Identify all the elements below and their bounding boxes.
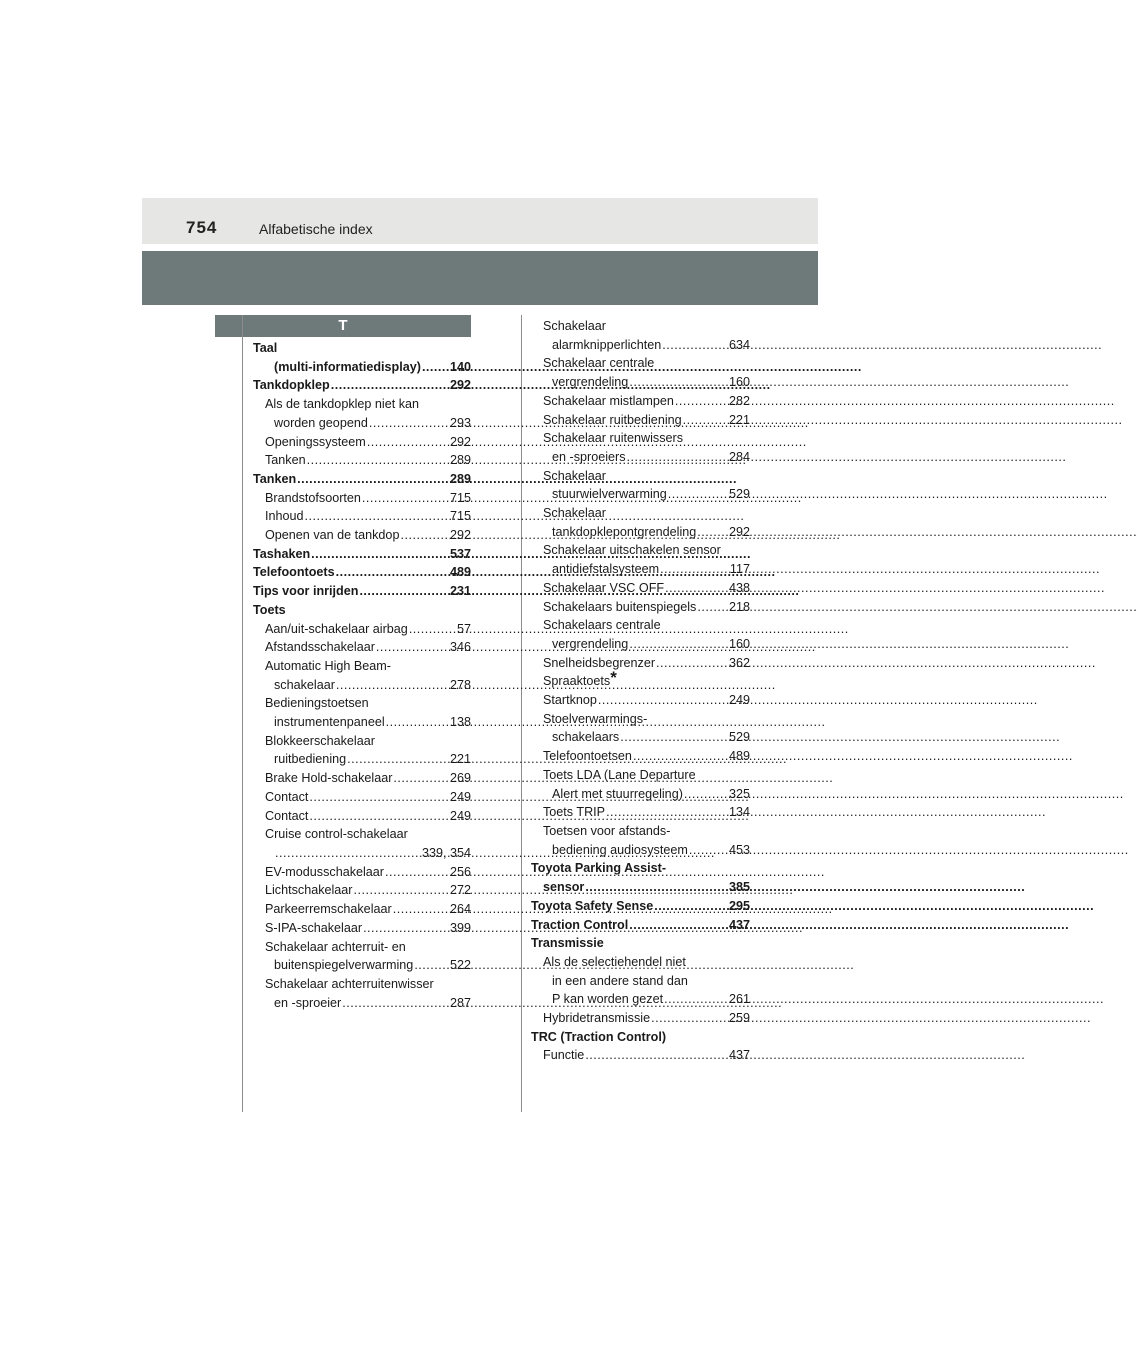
page-reference: 399: [449, 920, 471, 935]
entry-term: Schakelaar: [543, 506, 607, 521]
page-reference: 529: [728, 487, 750, 502]
entry-term: Contact: [265, 789, 309, 804]
dot-leader: [331, 376, 449, 395]
entry-term: ruitbediening: [274, 752, 347, 767]
entry-term: Tips voor inrijden: [253, 584, 359, 599]
dot-leader: [689, 841, 728, 860]
page-reference: 138: [449, 715, 471, 730]
entry-term: vergrendeling: [552, 636, 629, 651]
dot-leader: [400, 526, 449, 545]
entry-term: in een andere stand dan: [552, 973, 688, 988]
entry-term: Cruise control-schakelaar: [265, 827, 408, 842]
entry-term: EV-modusschakelaar: [265, 864, 385, 879]
entry-term: Schakelaar achterruitenwisser: [265, 976, 434, 991]
index-entry: [253, 526, 471, 545]
entry-term: stuurwielverwarming: [552, 487, 667, 502]
entry-term: Toets LDA (Lane Departure: [543, 767, 696, 782]
dot-leader: [620, 728, 728, 747]
page-reference: 385: [728, 880, 750, 895]
index-entry: [253, 451, 471, 470]
entry-term: Brake Hold-schakelaar: [265, 771, 393, 786]
page-reference: 437: [728, 917, 750, 932]
index-entry: [531, 668, 750, 691]
dot-leader: [627, 448, 728, 467]
dot-leader: [409, 620, 456, 639]
index-entry: [531, 541, 750, 560]
page-reference: 537: [449, 546, 471, 561]
page-reference: 489: [728, 749, 750, 764]
entry-term: Inhoud: [265, 509, 304, 524]
dot-leader: [311, 545, 449, 564]
dot-leader: [342, 994, 449, 1013]
index-entry: [531, 616, 750, 635]
index-entry: [531, 523, 750, 542]
index-entry: [253, 881, 471, 900]
entry-term: Toyota Safety Sense: [531, 898, 654, 913]
index-entry: [531, 934, 750, 953]
page-reference: 292: [449, 528, 471, 543]
page-reference: 292: [728, 524, 750, 539]
entry-term: TRC (Traction Control): [531, 1029, 667, 1044]
entry-term: (multi-informatiedisplay): [274, 359, 421, 374]
page-reference: 249: [728, 693, 750, 708]
dot-leader: [309, 807, 449, 826]
dot-leader: [275, 844, 421, 863]
entry-term: Schakelaar centrale: [543, 356, 655, 371]
entry-term: Blokkeerschakelaar: [265, 733, 375, 748]
page-reference: 231: [449, 584, 471, 599]
page-reference: 249: [449, 789, 471, 804]
index-entry: [531, 392, 750, 411]
dot-leader: [363, 919, 449, 938]
page-reference: 289: [449, 453, 471, 468]
index-entry: [531, 859, 750, 878]
page-reference: 295: [728, 898, 750, 913]
dot-leader: [598, 691, 728, 710]
index-letter-tab: T: [215, 315, 471, 337]
index-entry: [253, 414, 471, 433]
entry-term: buitenspiegelverwarming: [274, 958, 414, 973]
index-entry: [253, 900, 471, 919]
entry-term: Openen van de tankdop: [265, 528, 400, 543]
header-bar: [142, 198, 818, 244]
entry-term: Brandstofsoorten: [265, 490, 361, 505]
entry-term: P kan worden gezet: [552, 992, 664, 1007]
index-column-right: [531, 317, 750, 1065]
entry-term: Telefoontoets: [253, 565, 335, 580]
page-reference: 218: [728, 599, 750, 614]
dot-leader: [336, 676, 449, 695]
entry-term: Schakelaar uitschakelen sensor: [543, 543, 721, 558]
index-entry: [253, 470, 471, 489]
entry-term: Lichtschakelaar: [265, 883, 353, 898]
page-reference: 272: [449, 883, 471, 898]
entry-term: antidiefstalsysteem: [552, 562, 660, 577]
index-entry: [253, 807, 471, 826]
page-reference: 160: [728, 636, 750, 651]
dot-leader: [307, 451, 449, 470]
section-title: Alfabetische index: [259, 221, 373, 237]
entry-term: Bedieningstoetsen: [265, 696, 369, 711]
index-entry: [531, 467, 750, 486]
left-column-rule: [242, 315, 243, 1112]
entry-term: Toets: [253, 602, 286, 617]
entry-term: Schakelaar ruitbediening: [543, 412, 682, 427]
page-reference: 140: [449, 359, 471, 374]
index-entry: [253, 376, 471, 395]
index-entry: [531, 691, 750, 710]
dot-leader: [362, 489, 449, 508]
dot-leader: [369, 414, 449, 433]
index-entry: [253, 694, 471, 713]
index-entry: [531, 504, 750, 523]
index-entry: [253, 489, 471, 508]
index-entry: [531, 766, 750, 785]
page-reference: 438: [728, 580, 750, 595]
index-entry: [253, 676, 471, 695]
index-entry: [253, 563, 471, 582]
index-entry: [253, 395, 471, 414]
page-reference: 292: [449, 378, 471, 393]
page-reference: 287: [449, 995, 471, 1010]
index-entry: [531, 710, 750, 729]
index-entry: [253, 620, 471, 639]
page-reference: 715: [449, 490, 471, 505]
page-reference: 453: [728, 842, 750, 857]
page-reference: 134: [728, 805, 750, 820]
dot-leader: [664, 990, 728, 1009]
entry-term: Transmissie: [531, 936, 604, 951]
entry-term: Schakelaar ruitenwissers: [543, 431, 683, 446]
dot-leader: [675, 392, 728, 411]
dot-leader: [668, 485, 728, 504]
index-entry: [253, 358, 471, 377]
entry-term: en -sproeier: [274, 995, 342, 1010]
entry-term: alarmknipperlichten: [552, 337, 662, 352]
index-entry: [253, 750, 471, 769]
dot-leader: [297, 470, 449, 489]
page-reference: 529: [728, 730, 750, 745]
entry-term: en -sproeiers: [552, 449, 626, 464]
entry-term: Schakelaar achterruit- en: [265, 939, 406, 954]
entry-term: Spraaktoets: [543, 674, 611, 689]
index-entry: [531, 598, 750, 617]
index-entry: [531, 336, 750, 355]
page-reference: 249: [449, 808, 471, 823]
index-entry: [531, 1028, 750, 1047]
entry-term: Als de selectiehendel niet: [543, 954, 686, 969]
entry-term: Contact: [265, 808, 309, 823]
index-entry: [253, 844, 471, 863]
index-entry: [531, 972, 750, 991]
entry-term: Snelheidsbegrenzer: [543, 655, 656, 670]
index-entry: [531, 953, 750, 972]
entry-term: Schakelaar VSC OFF: [543, 580, 665, 595]
dot-leader: [684, 785, 728, 804]
dot-leader: [683, 411, 728, 430]
dot-leader: [393, 769, 449, 788]
entry-term: sensor: [543, 880, 585, 895]
index-entry: [253, 638, 471, 657]
entry-term: Aan/uit-schakelaar airbag: [265, 621, 408, 636]
index-entry: [531, 579, 750, 598]
dot-leader: [305, 507, 449, 526]
index-entry: [253, 433, 471, 452]
page-reference: 293: [449, 415, 471, 430]
page-reference: 269: [449, 771, 471, 786]
entry-term: schakelaars: [552, 730, 620, 745]
entry-term: Telefoontoetsen: [543, 749, 632, 764]
index-entry: [253, 507, 471, 526]
index-entry: [253, 788, 471, 807]
page-reference: 282: [728, 393, 750, 408]
entry-term: Schakelaar: [543, 319, 607, 333]
entry-term: bediening audiosysteem: [552, 842, 688, 857]
entry-term: Automatic High Beam-: [265, 658, 391, 673]
index-entry: [253, 956, 471, 975]
entry-term: Schakelaars centrale: [543, 618, 661, 633]
dot-leader: [662, 336, 728, 355]
index-entry: [531, 841, 750, 860]
entry-term: Tankdopklep: [253, 378, 330, 393]
dot-leader: [359, 582, 449, 601]
index-entry: [531, 1046, 750, 1065]
dot-leader: [347, 750, 449, 769]
index-entry: [531, 354, 750, 373]
entry-term: Toyota Parking Assist-: [531, 861, 667, 876]
page-reference: 325: [728, 786, 750, 801]
page-reference: 284: [728, 449, 750, 464]
index-entry: [253, 994, 471, 1013]
index-entry: [531, 990, 750, 1009]
index-entry: [531, 728, 750, 747]
index-entry: [253, 863, 471, 882]
dot-leader: [414, 956, 449, 975]
entry-term: Stoelverwarmings-: [543, 711, 648, 726]
entry-term: Parkeerremschakelaar: [265, 902, 392, 917]
page-reference: 437: [728, 1048, 750, 1063]
dot-leader: [697, 598, 728, 617]
page-reference: 264: [449, 902, 471, 917]
dot-leader: [656, 654, 728, 673]
entry-term: Traction Control: [531, 917, 629, 932]
index-entry: [253, 713, 471, 732]
entry-term: worden geopend: [274, 415, 368, 430]
index-entry: [531, 803, 750, 822]
entry-term: Functie: [543, 1048, 585, 1063]
entry-term: Alert met stuurregeling): [552, 786, 683, 801]
page-reference: 339, 354: [421, 845, 471, 860]
page-reference: 292: [449, 434, 471, 449]
page-reference: 160: [728, 375, 750, 390]
page-reference: 261: [728, 992, 750, 1007]
dot-leader: [385, 863, 449, 882]
index-entry: [531, 448, 750, 467]
page-reference: 221: [449, 752, 471, 767]
page-reference: 362: [728, 655, 750, 670]
index-entry: [253, 601, 471, 620]
entry-term: Tanken: [265, 453, 306, 468]
dot-leader: [629, 635, 728, 654]
dot-leader: [422, 358, 449, 377]
index-entry: [531, 485, 750, 504]
entry-term: Als de tankdopklep niet kan: [265, 397, 420, 412]
index-entry: [253, 975, 471, 994]
dot-leader: [660, 560, 729, 579]
index-entry: [253, 919, 471, 938]
dot-leader: [336, 563, 449, 582]
page-reference: 346: [449, 640, 471, 655]
dot-leader: [606, 803, 728, 822]
index-entry: [531, 429, 750, 448]
dot-leader: [651, 1009, 728, 1028]
page-reference: 221: [728, 412, 750, 427]
index-entry: [253, 825, 471, 844]
entry-term: S-IPA-schakelaar: [265, 920, 363, 935]
dot-leader: [585, 1046, 728, 1065]
index-entry: [531, 635, 750, 654]
index-entry: [253, 582, 471, 601]
page-reference: 634: [728, 337, 750, 352]
dot-leader: [309, 788, 449, 807]
index-entry: [253, 769, 471, 788]
entry-term: Taal: [253, 341, 278, 355]
dot-leader: [386, 713, 449, 732]
index-entry: [253, 938, 471, 957]
entry-term: Toets TRIP: [543, 805, 606, 820]
dot-leader: [633, 747, 728, 766]
entry-term: Schakelaar mistlampen: [543, 393, 674, 408]
index-entry: [531, 822, 750, 841]
page-number: 754: [186, 218, 218, 237]
entry-term: vergrendeling: [552, 375, 629, 390]
dot-leader: [629, 373, 728, 392]
entry-term: Tanken: [253, 471, 297, 486]
index-entry: [253, 657, 471, 676]
index-entry: [531, 747, 750, 766]
entry-term: Startknop: [543, 693, 597, 708]
entry-term: instrumentenpaneel: [274, 715, 385, 730]
index-entry: [531, 411, 750, 430]
index-entry: [531, 1009, 750, 1028]
dot-leader: [665, 579, 728, 598]
entry-term: schakelaar: [274, 677, 335, 692]
page-reference: 57: [456, 621, 471, 636]
dot-leader: [367, 433, 449, 452]
dot-leader: [354, 881, 449, 900]
page-reference: 522: [449, 958, 471, 973]
entry-term: Openingssysteem: [265, 434, 366, 449]
page-reference: 256: [449, 864, 471, 879]
index-entry: [531, 654, 750, 673]
footnote-star: *: [610, 668, 617, 688]
index-entry: [531, 560, 750, 579]
dot-leader: [654, 897, 728, 916]
index-entry: [531, 897, 750, 916]
entry-term: Schakelaar: [543, 468, 607, 483]
header-band: [142, 251, 818, 305]
entry-term: tankdopklepontgrendeling: [552, 524, 697, 539]
page-reference: 289: [449, 471, 471, 486]
index-entry: [531, 317, 750, 336]
index-entry: [531, 785, 750, 804]
dot-leader: [585, 878, 728, 897]
index-column-left: [253, 339, 471, 1012]
entry-term: Hybridetransmissie: [543, 1011, 651, 1026]
dot-leader: [376, 638, 449, 657]
index-entry: [253, 545, 471, 564]
page-reference: 259: [728, 1011, 750, 1026]
index-entry: [531, 916, 750, 935]
dot-leader: [629, 916, 728, 935]
page-reference: 489: [449, 565, 471, 580]
entry-term: Schakelaars buitenspiegels: [543, 599, 697, 614]
page-reference: 117: [729, 562, 750, 577]
page-reference: 278: [449, 677, 471, 692]
entry-term: Tashaken: [253, 546, 311, 561]
index-entry: [531, 373, 750, 392]
page-reference: 715: [449, 509, 471, 524]
entry-term: Toetsen voor afstands-: [543, 823, 671, 838]
entry-term: Afstandsschakelaar: [265, 640, 375, 655]
index-entry: [531, 878, 750, 897]
dot-leader: [393, 900, 449, 919]
index-entry: [253, 732, 471, 751]
index-entry: [253, 339, 471, 358]
dot-leader: [697, 523, 728, 542]
